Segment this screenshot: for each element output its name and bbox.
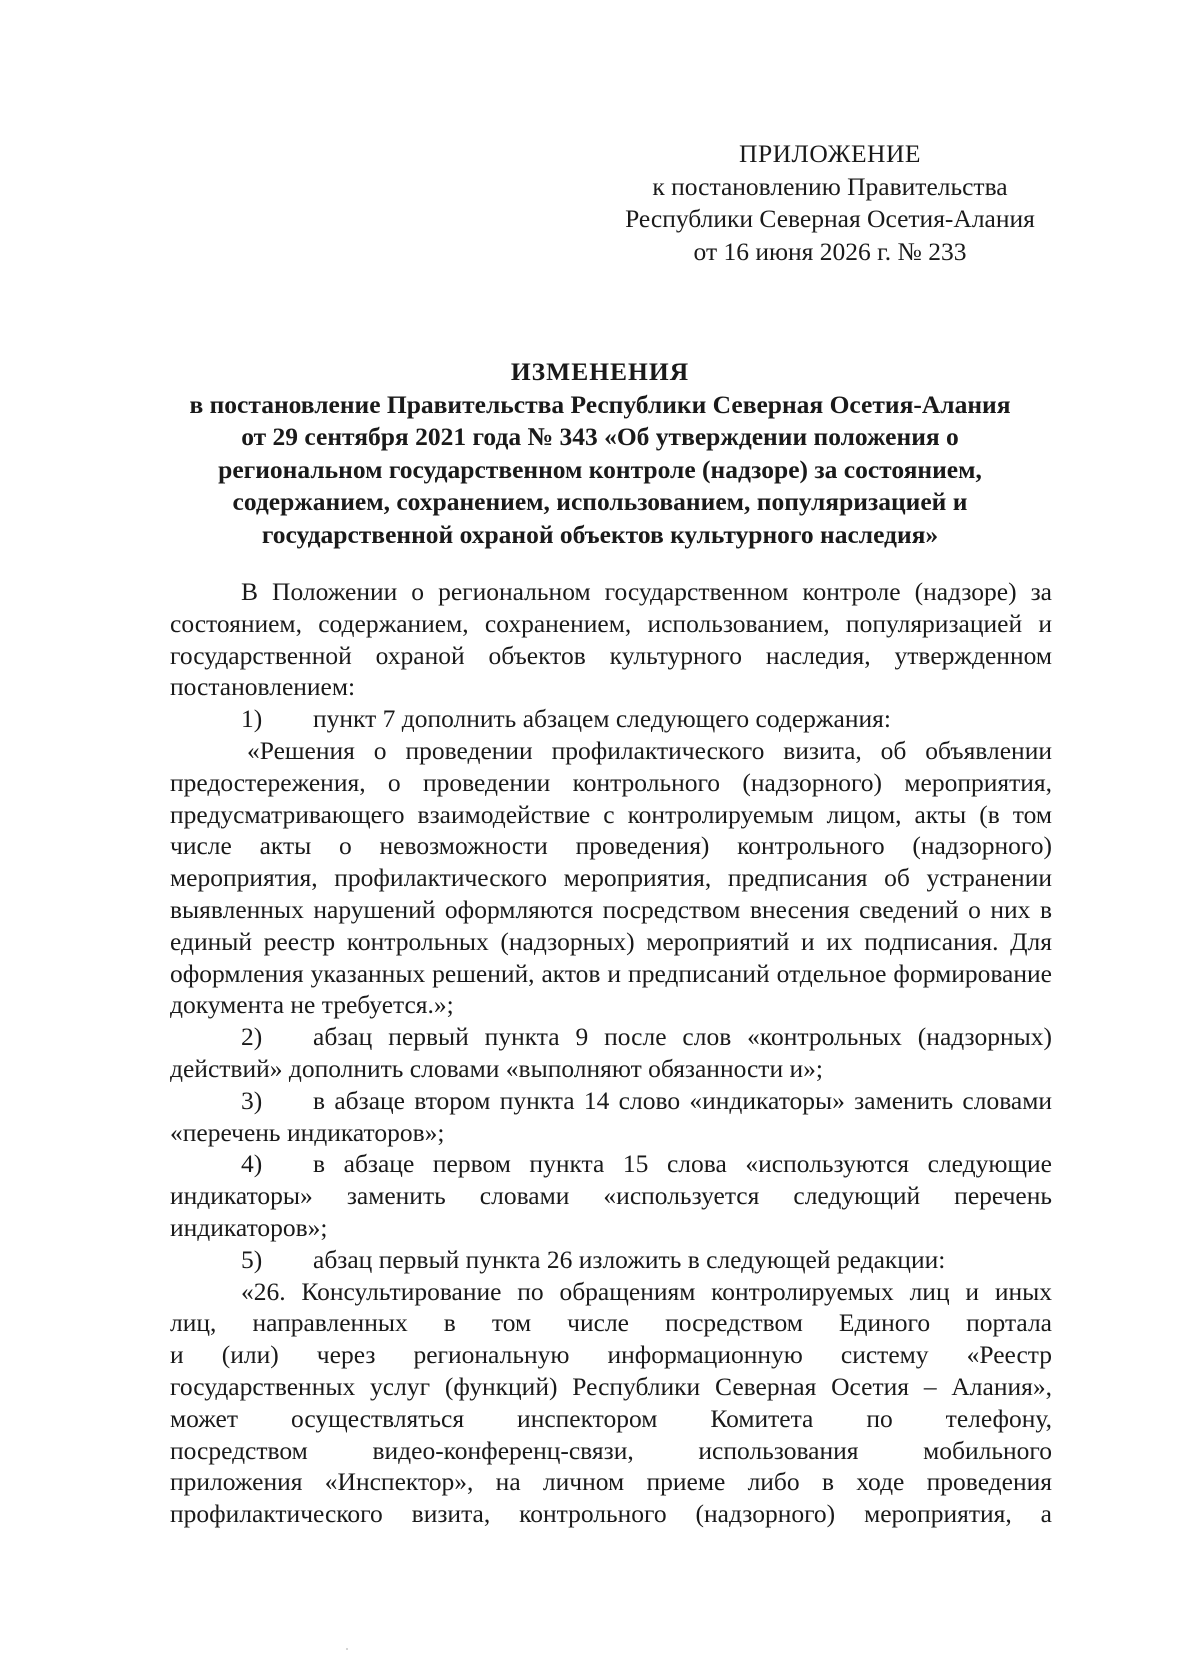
document-title-block (150, 356, 1050, 551)
intro-paragraph: В Положении о региональном государственном контроле (надзоре) за состоянием, содержанием, сохранением, использованием, популяризацией и государственной охраной объектов культурного наследия, утвержденном постановлением: (170, 577, 1052, 702)
list-item-3 (170, 1085, 1052, 1149)
quoted-paragraph: «Решения о проведении профилактического визита, об объявлении предостережения, о проведении контрольного (надзорного) мероприятия, предусматривающего взаимодействие с контролируемым лицом, акты (в том числе акты о невозможности проведения) контрольного (надзорного) мероприятия, профилактического мероприятия, предписания об устранении выявленных нарушений оформляются посредством внесения сведений о них в единый реестр контрольных (надзорных) мероприятий и их подписания. Для оформления указанных решений, актов и предписаний отдельное формирование документа не требуется.»; (170, 735, 1052, 1020)
document-title: ИЗМЕНЕНИЯ (510, 357, 690, 386)
document-subtitle-line: в постановление Правительства Республики Северная Осетия-Алания (189, 389, 1011, 419)
list-item-number: 5) (241, 1244, 263, 1274)
list-item-1 (170, 703, 1052, 735)
list-item-2 (170, 1021, 1052, 1085)
list-item-5 (170, 1244, 1052, 1276)
list-item-text: пункт 7 дополнить абзацем следующего содержания: (313, 704, 891, 734)
list-item-number: 2) (241, 1022, 263, 1052)
document-subtitle-line: государственной охраной объектов культурного наследия» (261, 519, 939, 549)
document-subtitle-line: региональном государственном контроле (надзоре) за состоянием, (218, 454, 982, 484)
list-item-4 (170, 1148, 1052, 1243)
list-item-text: абзац первый пункта 26 изложить в следующей редакции: (313, 1244, 946, 1274)
document-subtitle-line: от 29 сентября 2021 года № 343 «Об утверждении положения о (241, 422, 959, 451)
appendix-line-3: от 16 июня 2026 г. № 233 (693, 236, 967, 266)
list-item-text: в абзаце втором пункта 14 слово «индикаторы» заменить словами «перечень индикаторов»; (170, 1085, 1052, 1147)
appendix-title: ПРИЛОЖЕНИЕ (739, 139, 921, 168)
item-26-line: приложения «Инспектор», на личном приеме либо в ходе проведения (170, 1467, 1052, 1497)
new-item-26-paragraph (170, 1276, 1052, 1530)
item-26-line: «26. Консультирование по обращениям контролируемых лиц и иных (241, 1276, 1052, 1306)
item-26-line: государственных услуг (функций) Республики Северная Осетия – Алания», (170, 1371, 1052, 1401)
item-26-line: может осуществляться инспектором Комитета по телефону, (170, 1403, 1052, 1433)
item-26-line: посредством видео-конференц-связи, использования мобильного (170, 1435, 1052, 1465)
appendix-line-2: Республики Северная Осетия-Алания (625, 204, 1035, 233)
appendix-line-1: к постановлению Правительства (652, 171, 1008, 201)
list-item-number: 4) (241, 1149, 263, 1179)
item-26-line: профилактического визита, контрольного (надзорного) мероприятия, а (170, 1499, 1052, 1529)
scan-speck (346, 1648, 348, 1650)
document-subtitle-line: содержанием, сохранением, использованием, популяризацией и (232, 487, 968, 516)
list-item-number: 1) (241, 704, 263, 734)
item-26-line: и (или) через региональную информационную систему «Реестр (170, 1340, 1052, 1370)
item-26-line: лиц, направленных в том числе посредством Единого портала (170, 1308, 1052, 1338)
list-item-text: абзац первый пункта 9 после слов «контрольных (надзорных) действий» дополнить словами «выполняют обязанности и»; (170, 1022, 1052, 1083)
appendix-header (600, 138, 1060, 268)
list-item-text: в абзаце первом пункта 15 слова «используются следующие индикаторы» заменить словами «используется следующий перечень индикаторов»; (170, 1149, 1052, 1242)
list-item-number: 3) (241, 1085, 263, 1115)
document-body (170, 576, 1052, 1530)
